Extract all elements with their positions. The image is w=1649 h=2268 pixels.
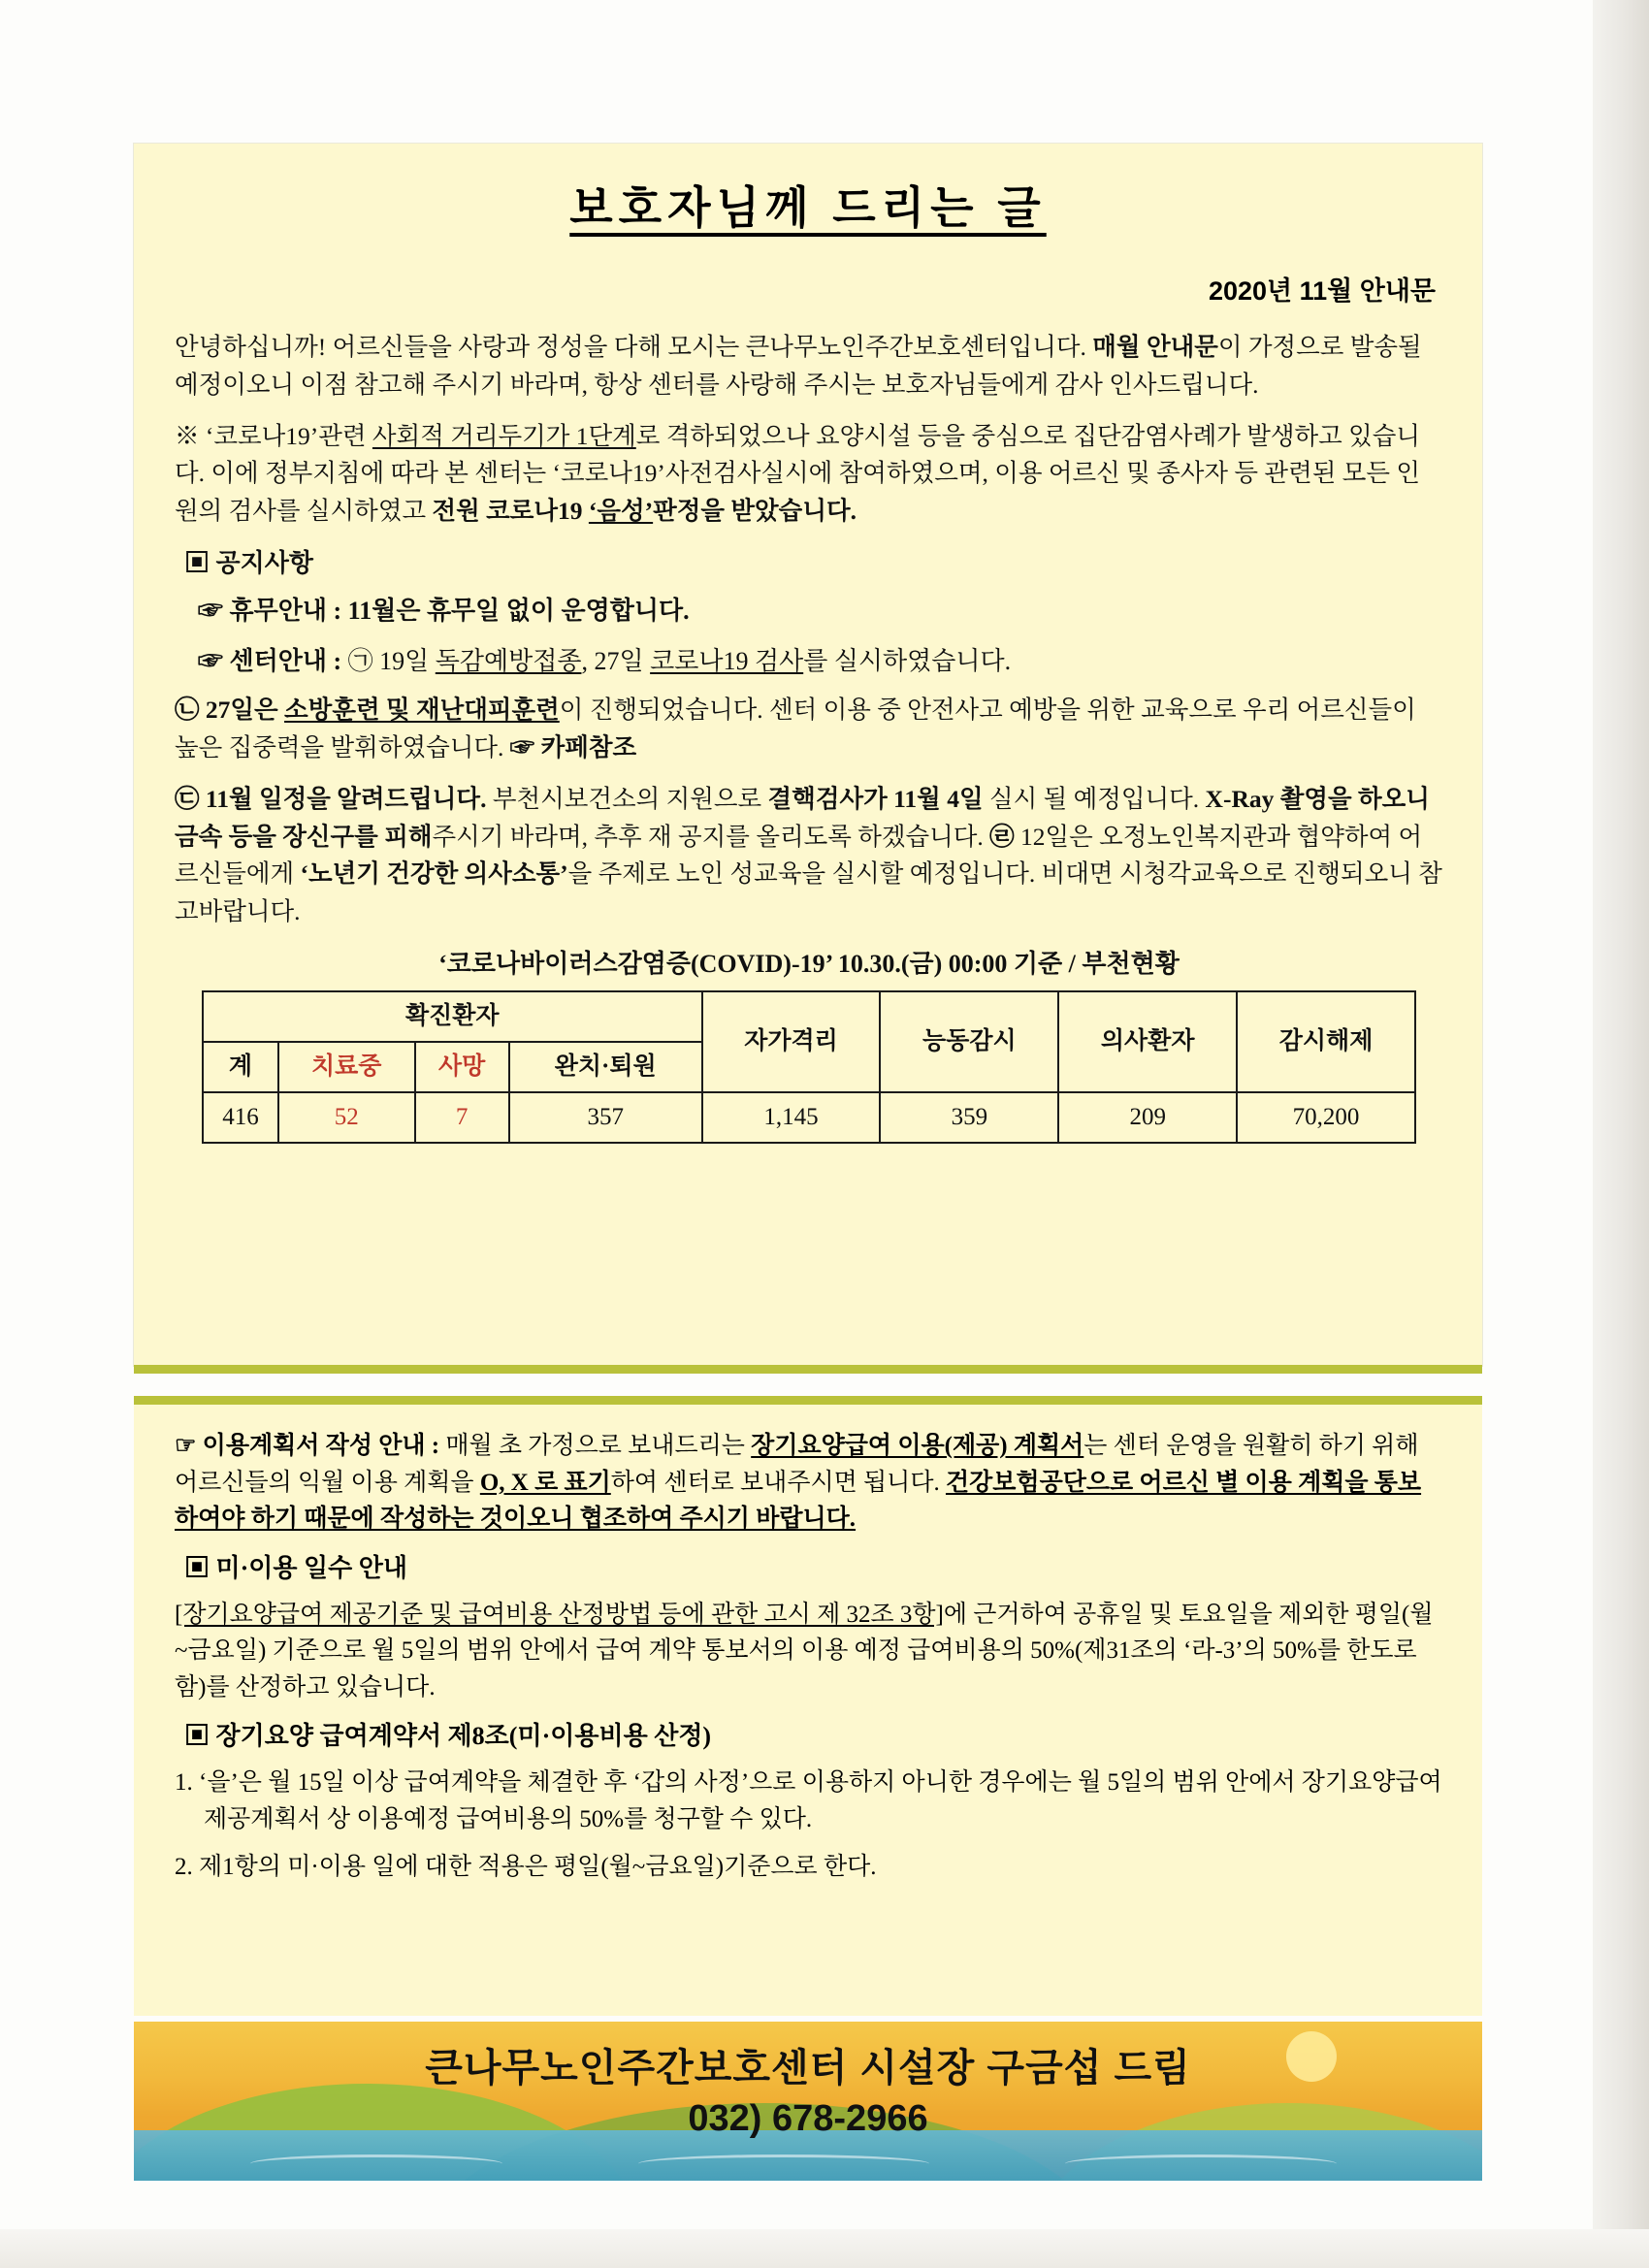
corona-mark: ※	[175, 421, 200, 450]
page-title: 보호자님께 드리는 글	[569, 182, 1047, 233]
holiday-text: 11월은 휴무일 없이 운영합니다.	[347, 597, 690, 626]
circle-marker-a: ㉠	[347, 646, 373, 675]
notice-item-holiday	[198, 592, 1443, 631]
corona-text-1: ‘코로나19’관련	[205, 421, 372, 450]
list-item: 1. ‘을’은 월 15일 이상 급여계약을 체결한 후 ‘갑의 사정’으로 이용하지 아니한 경우에는 월 5일의 범위 안에서 장기요양급여 제공계획서 상 이용예정 급여비용의 50%를 청구할 수 있다.	[175, 1769, 1442, 1832]
cell-recovered: 357	[509, 1092, 702, 1143]
notice-body	[134, 308, 1482, 1144]
cell-suspected: 209	[1058, 1092, 1237, 1143]
lower-body	[134, 1405, 1482, 1886]
plan-text-d: 하여 센터로 보내주시면 됩니다.	[610, 1469, 946, 1496]
center-text-c: 를 실시하였습니다.	[803, 646, 1012, 675]
unused-days-body: 에 근거하여 공휴일 및 토요일을 제외한 평일(월~금요일) 기준으로 월 5일의 범위 안에서 급여 계약 통보서의 이용 예정 급여비용의 50%(제31조의 ‘라-3’의 50%를 한도로 함)를 산정하고 있습니다.	[175, 1601, 1434, 1701]
notice-section-heading	[184, 544, 1443, 583]
table-header-self-isolation: 자가격리	[702, 991, 881, 1092]
para-c-bold-1: 결핵검사가 11월 4일	[767, 784, 984, 813]
notice-sheet	[134, 144, 1482, 2181]
plan-text-b: 매월 초 가정으로 보내드리는	[445, 1433, 752, 1459]
para-c-text-a: 11월 일정을 알려드립니다.	[199, 784, 493, 813]
pointing-hand-icon-2: ☞	[198, 646, 224, 675]
cell-deaths: 7	[415, 1092, 509, 1143]
contract-heading	[184, 1717, 1443, 1755]
main-notice-card	[134, 144, 1482, 1366]
holiday-label: 휴무안내 :	[229, 597, 348, 626]
plan-paragraph	[175, 1428, 1443, 1538]
para-b-underline: 소방훈련 및 재난대피훈련	[284, 696, 560, 725]
divider-band-bottom	[134, 1396, 1482, 1405]
para-c-bold-2: X-Ray 촬영을 하오니 금속 등을 장신구를 피해	[175, 784, 1430, 851]
notice-paragraph-b	[175, 692, 1443, 767]
table-group-header: 확진환자	[203, 991, 702, 1042]
square-icon: ▣	[184, 548, 210, 577]
table-header-total: 계	[203, 1042, 278, 1092]
plan-underline-1: 장기요양급여 이용(제공) 계획서	[751, 1433, 1084, 1459]
unused-days-paragraph	[175, 1597, 1443, 1706]
covid-table-caption: ‘코로나바이러스감염증(COVID)-19’ 10.30.(금) 00:00 기준 / 부천현황	[438, 949, 1180, 978]
contract-heading-label: 장기요양 급여계약서 제8조(미·이용비용 산정)	[215, 1722, 712, 1750]
corona-text-3: 로 격하되었으나 요양시설 등을 중심으로 집단감염사례가 발생하고 있습니다. 이에 정부지침에 따라 본 센터는 ‘코로나19’사전검사실시에 참여하였으며, 이용 어르신 및 종사자 등 관련된 모든 인원의 검사를 실시하였고	[175, 421, 1421, 525]
para-b-text-b: 이 진행되었습니다. 센터 이용 중 안전사고 예방을 위한 교육으로 우리 어르신들이 높은 집중력을 발휘하였습니다.	[175, 696, 1416, 762]
center-underline-a: 독감예방접종	[435, 646, 582, 675]
para-c-text-b: 부천시보건소의 지원으로	[492, 784, 768, 813]
center-label: 센터안내 :	[229, 646, 348, 675]
cell-self-isolation: 1,145	[702, 1092, 881, 1143]
table-header-recovered: 완치·퇴원	[509, 1042, 702, 1092]
unused-days-citation: [장기요양급여 제공기준 및 급여비용 산정방법 등에 관한 고시 제 32조 3항]	[175, 1601, 944, 1628]
lower-notice-card	[134, 1405, 1482, 2016]
pointing-hand-icon: ☞	[198, 597, 224, 626]
circle-marker-c: ㉢	[175, 784, 200, 813]
divider-band-top	[134, 1365, 1482, 1374]
para-b-text-a: 27일은	[199, 696, 285, 725]
greeting-text-a: 안녕하십니까! 어르신들을 사랑과 정성을 다해 모시는 큰나무노인주간보호센터입니다.	[175, 333, 1086, 361]
center-underline-b: 코로나19 검사	[650, 646, 804, 675]
center-text-b: , 27일	[581, 646, 651, 675]
para-c-bold-3: ‘노년기 건강한 의사소통’	[300, 859, 568, 889]
table-row	[203, 1092, 1415, 1143]
table-header-treating: 치료중	[278, 1042, 415, 1092]
corona-paragraph	[175, 418, 1443, 531]
issue-label: 2020년 11월 안내문	[1208, 276, 1436, 306]
para-c-text-d: 주시기 바라며, 추후 재 공지를 올리도록 하겠습니다.	[432, 822, 990, 851]
footer-banner	[134, 2022, 1482, 2181]
unused-days-label: 미·이용 일수 안내	[215, 1553, 407, 1582]
table-header-row-1	[203, 991, 1415, 1042]
square-icon-3: ▣	[184, 1722, 210, 1750]
scan-edge-right	[1593, 0, 1649, 2268]
notice-paragraph-c	[175, 781, 1443, 931]
greeting-paragraph	[175, 329, 1443, 405]
cell-active-monitor: 359	[880, 1092, 1058, 1143]
para-c-text-f: 을 주제로 노인 성교육을 실시할 예정입니다. 비대면 시청각교육으로 진행되오니 참고바랍니다.	[175, 859, 1442, 926]
pointing-hand-icon-3: ☞	[175, 1433, 197, 1459]
circle-marker-d: ㉣	[989, 822, 1015, 851]
table-header-active-monitor: 능동감시	[880, 991, 1058, 1092]
corona-text-5: ‘음성’	[588, 497, 654, 525]
unused-days-heading	[184, 1549, 1443, 1587]
footer-text-block	[134, 2022, 1482, 2140]
corona-text-4: 전원 코로나19	[432, 497, 589, 525]
plan-text-c: 는 센터 운영을 원활히 하기 위해 어르신들의 익월 이용 계획을	[175, 1433, 1419, 1496]
square-icon-2: ▣	[184, 1553, 210, 1582]
circle-marker-b: ㉡	[175, 696, 200, 725]
cell-treating: 52	[278, 1092, 415, 1143]
table-header-deaths: 사망	[415, 1042, 509, 1092]
corona-text-2: 사회적 거리두기가 1단계	[372, 421, 636, 450]
cell-released: 70,200	[1237, 1092, 1415, 1143]
list-item: 2. 제1항의 미·이용 일에 대한 적용은 평일(월~금요일)기준으로 한다.	[175, 1854, 877, 1880]
greeting-text-c: 이 가정으로 발송될 예정이오니 이점 참고해 주시기 바라며, 항상 센터를 사랑해 주시는 보호자님들에게 감사 인사드립니다.	[175, 333, 1422, 399]
notice-item-center	[198, 642, 1443, 681]
wave-line-3	[1065, 2155, 1337, 2173]
para-c-text-e: 12일은 오정노인복지관과 협약하여 어르신들에게	[175, 822, 1423, 889]
cell-total: 416	[203, 1092, 278, 1143]
notice-heading-label: 공지사항	[215, 548, 313, 577]
para-c-text-c: 실시 될 예정입니다.	[983, 784, 1206, 813]
plan-underline-3: 건강보험공단으로 어르신 별 이용 계획을 통보하여야 하기 때문에 작성하는 것이오니 협조하여 주시기 바랍니다.	[175, 1469, 1422, 1532]
footer-center-name: 큰나무노인주간보호센터 시설장 구금섭 드림	[425, 2047, 1191, 2090]
plan-title: 이용계획서 작성 안내 :	[202, 1433, 446, 1459]
table-header-released: 감시해제	[1237, 991, 1415, 1092]
center-text-a: 19일	[372, 646, 436, 675]
scan-edge-bottom	[0, 2229, 1649, 2268]
footer-phone: 032) 678-2966	[688, 2098, 928, 2139]
table-header-suspected: 의사환자	[1058, 991, 1237, 1092]
corona-text-6: 판정을 받았습니다.	[653, 497, 857, 525]
wave-line-2	[638, 2155, 929, 2173]
wave-line-1	[250, 2155, 502, 2173]
covid-status-table	[202, 990, 1416, 1144]
para-b-cafe-ref: ☞ 카페참조	[509, 733, 637, 762]
plan-underline-2: O, X 로 표기	[479, 1469, 611, 1496]
greeting-text-b: 매월 안내문	[1092, 333, 1218, 361]
